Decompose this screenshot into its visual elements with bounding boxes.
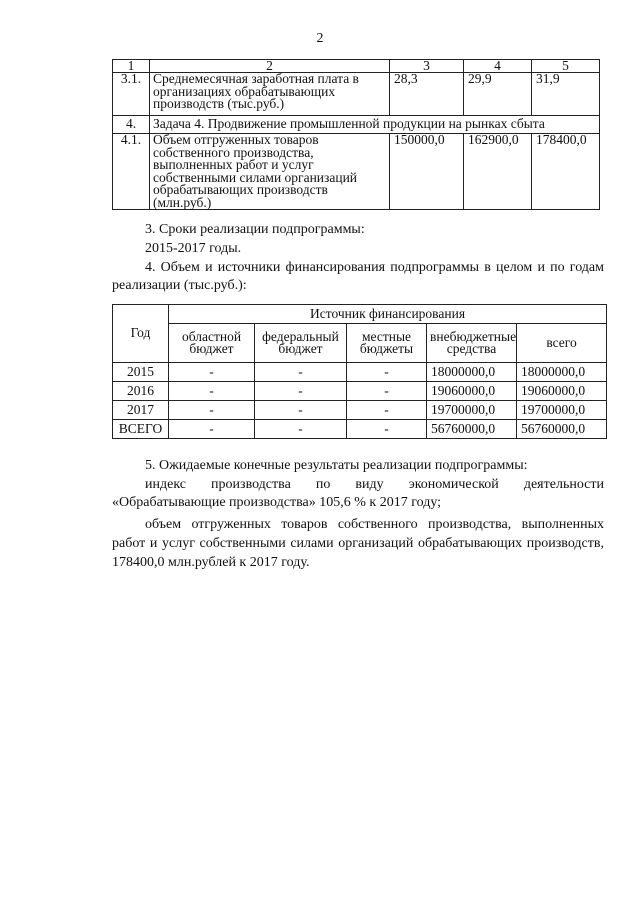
indicators-table xyxy=(112,59,600,210)
local-cell: - xyxy=(347,363,427,382)
row-number: 3.1. xyxy=(113,73,150,116)
value-2015: 150000,0 xyxy=(390,134,464,210)
federal-cell: - xyxy=(255,420,347,439)
value-2016: 162900,0 xyxy=(464,134,532,210)
table-row xyxy=(113,134,600,210)
federal-cell: - xyxy=(255,363,347,382)
row-number: 4. xyxy=(113,116,150,134)
header-cell-3: 3 xyxy=(390,60,464,73)
col-extra: внебюджетные средства xyxy=(427,324,517,363)
value-2016: 29,9 xyxy=(464,73,532,116)
year-cell: 2015 xyxy=(113,363,169,382)
section5-item2: объем отгруженных товаров собственного производства, выполненных работ и услуг собственными силами организаций обрабатывающих производств, 178400,0 млн.рублей к 2017 году. xyxy=(112,517,604,570)
federal-cell: - xyxy=(255,401,347,420)
section5-title: 5. Ожидаемые конечные результаты реализации подпрограммы: xyxy=(145,458,528,473)
table-row xyxy=(113,401,607,420)
value-2017: 178400,0 xyxy=(532,134,600,210)
federal-cell: - xyxy=(255,382,347,401)
regional-cell: - xyxy=(169,401,255,420)
table-row-task xyxy=(113,116,600,134)
col-regional: областной бюджет xyxy=(169,324,255,363)
section5-item1: индекс производства по виду экономической деятельности «Обрабатывающие производства» 105,6 % к 2017 году; xyxy=(112,477,604,510)
local-cell: - xyxy=(347,420,427,439)
year-cell: 2017 xyxy=(113,401,169,420)
header-cell-2: 2 xyxy=(150,60,390,73)
total-cell: 56760000,0 xyxy=(517,420,607,439)
task-title: Задача 4. Продвижение промышленной продукции на рынках сбыта xyxy=(150,116,600,134)
local-cell: - xyxy=(347,401,427,420)
extra-cell: 19060000,0 xyxy=(427,382,517,401)
indicator-text: Объем отгруженных товаров собственного производства, выполненных работ и услуг собственными силами организаций обрабатывающих производств (млн.руб.) xyxy=(150,134,390,210)
year-cell: 2016 xyxy=(113,382,169,401)
financing-table xyxy=(112,304,607,439)
table-row xyxy=(113,382,607,401)
page-number: 2 xyxy=(316,31,324,46)
source-header: Источник финансирования xyxy=(169,305,607,324)
section3-title: 3. Сроки реализации подпрограммы: xyxy=(145,222,365,237)
indicator-text: Среднемесячная заработная плата в организациях обрабатывающих производств (тыс.руб.) xyxy=(150,73,390,116)
value-2015: 28,3 xyxy=(390,73,464,116)
table-row xyxy=(113,363,607,382)
header-cell-5: 5 xyxy=(532,60,600,73)
year-header: Год xyxy=(113,305,169,363)
col-local: местные бюджеты xyxy=(347,324,427,363)
section4-title: 4. Объем и источники финансирования подпрограммы в целом и по годам реализации (тыс.руб.): xyxy=(112,260,604,293)
value-2017: 31,9 xyxy=(532,73,600,116)
header-cell-4: 4 xyxy=(464,60,532,73)
total-cell: 19060000,0 xyxy=(517,382,607,401)
section3-text: 2015-2017 годы. xyxy=(145,241,242,256)
extra-cell: 56760000,0 xyxy=(427,420,517,439)
extra-cell: 19700000,0 xyxy=(427,401,517,420)
total-cell: 19700000,0 xyxy=(517,401,607,420)
regional-cell: - xyxy=(169,420,255,439)
regional-cell: - xyxy=(169,382,255,401)
col-federal: федеральный бюджет xyxy=(255,324,347,363)
table-row xyxy=(113,73,600,116)
year-cell: ВСЕГО xyxy=(113,420,169,439)
col-total: всего xyxy=(517,324,607,363)
header-cell-1: 1 xyxy=(113,60,150,73)
table-row-total xyxy=(113,420,607,439)
regional-cell: - xyxy=(169,363,255,382)
extra-cell: 18000000,0 xyxy=(427,363,517,382)
local-cell: - xyxy=(347,382,427,401)
row-number: 4.1. xyxy=(113,134,150,210)
total-cell: 18000000,0 xyxy=(517,363,607,382)
